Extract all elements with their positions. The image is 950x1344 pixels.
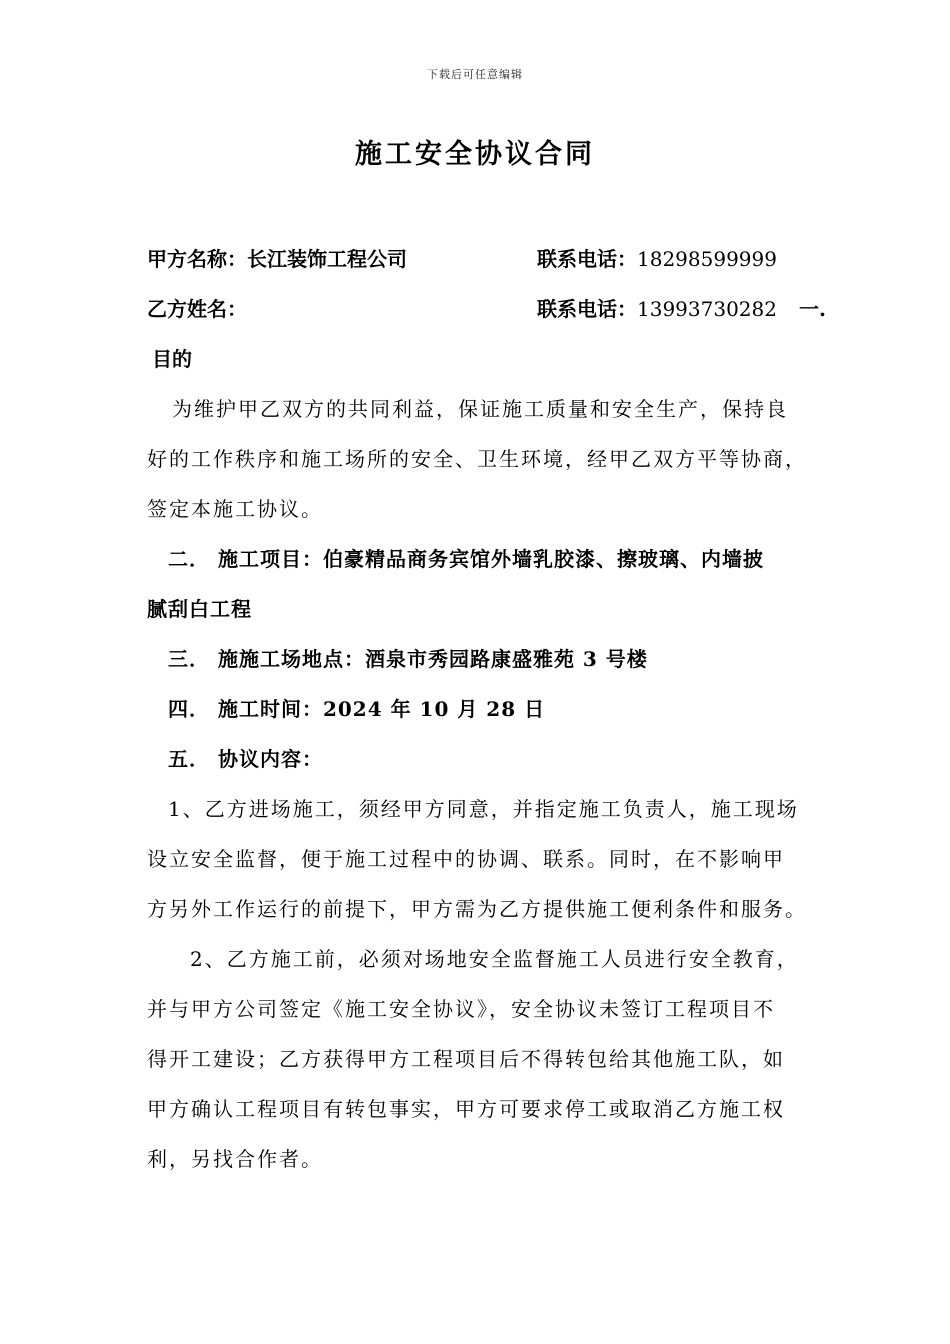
- party-a-phone: 18298599999: [637, 247, 777, 271]
- section5-heading: 五． 协议内容：: [168, 747, 323, 771]
- party-b-phone-row: [537, 293, 826, 322]
- party-a-name-row: [147, 243, 407, 272]
- party-a-label: 甲方名称：: [147, 247, 247, 271]
- section3-line: 三． 施施工场地点：酒泉市秀园路康盛雅苑 3 号楼: [168, 647, 648, 671]
- section5-item2-line: 并与甲方公司签定《施工安全协议》，安全协议未签订工程项目不: [147, 997, 775, 1021]
- header-note: 下载后可任意编辑: [427, 68, 523, 81]
- section5-item1-line: 设立安全监督，便于施工过程中的协调、联系。同时，在不影响甲: [147, 847, 785, 871]
- section1-heading: 目的: [152, 347, 192, 371]
- party-a-phone-row: [537, 243, 777, 272]
- section5-item1-line: 方另外工作运行的前提下，甲方需为乙方提供施工便利条件和服务。: [147, 897, 807, 921]
- section1-line: 好的工作秩序和施工场所的安全、卫生环境，经甲乙双方平等协商，: [147, 447, 807, 471]
- party-a-phone-label: 联系电话：: [537, 247, 637, 271]
- party-b-phone-label: 联系电话：: [537, 297, 637, 321]
- section5-item2-line: 甲方确认工程项目有转包事实，甲方可要求停工或取消乙方施工权: [147, 1097, 785, 1121]
- party-b-name-row: [147, 293, 247, 322]
- section5-item1-line: 1、乙方进场施工，须经甲方同意，并指定施工负责人，施工现场: [168, 797, 799, 821]
- section4-line: 四． 施工时间：2024 年 10 月 28 日: [168, 697, 546, 721]
- section1-line: 为维护甲乙双方的共同利益，保证施工质量和安全生产，保持良: [172, 397, 788, 421]
- section2-line: 二． 施工项目：伯豪精品商务宾馆外墙乳胶漆、擦玻璃、内墙披: [168, 547, 764, 571]
- section1-line: 签定本施工协议。: [147, 497, 323, 521]
- party-b-phone: 13993730282: [637, 297, 777, 321]
- section5-item2-line: 2、乙方施工前，必须对场地安全监督施工人员进行安全教育，: [190, 947, 799, 971]
- party-a-name: 长江装饰工程公司: [247, 247, 407, 271]
- section1-marker: 一.: [798, 297, 826, 321]
- document-title: 施工安全协议合同: [355, 139, 595, 170]
- party-b-label: 乙方姓名：: [147, 297, 247, 321]
- section5-item2-line: 利，另找合作者。: [147, 1147, 323, 1171]
- section5-item2-line: 得开工建设；乙方获得甲方工程项目后不得转包给其他施工队，如: [147, 1047, 785, 1071]
- section2-line: 腻刮白工程: [147, 597, 252, 621]
